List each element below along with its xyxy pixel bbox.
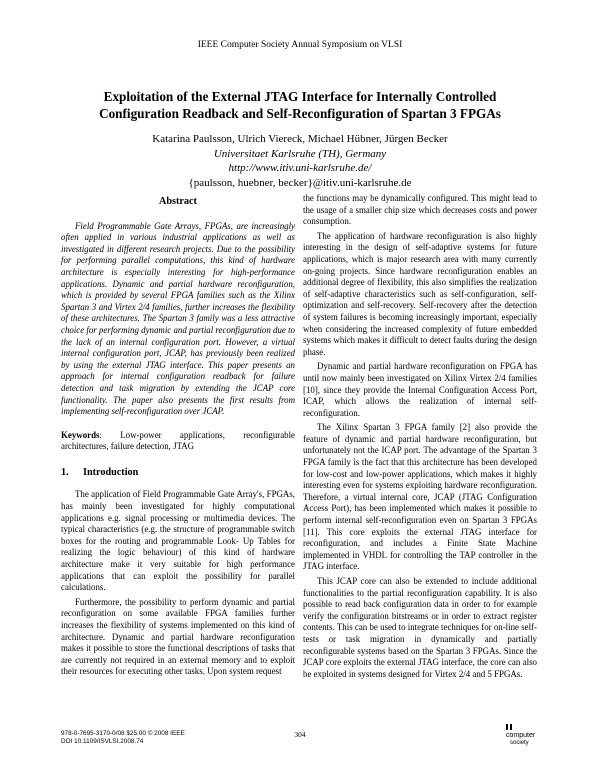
author-names: Katarina Paulsson, Ulrich Viereck, Michael Hübner, Jürgen Becker bbox=[152, 133, 448, 145]
running-header: IEEE Computer Society Annual Symposium on VLSI bbox=[197, 40, 403, 50]
author-block bbox=[60, 132, 540, 190]
keywords bbox=[61, 430, 295, 453]
right-paragraph-1: The application of hardware reconfiguration is also highly interesting in the design of self-adaptive systems for future applications, which is major research area with many currently on-going projects. Since hardware reconfiguration enables an additional degree of flexibility, this also simplifies the realization of self-adaptive characteristics such as self-configuration, self-optimization and self-recovery. Self-recovery after the detection of system failures is becoming increasingly important, especially when considering the increased complexity of future embedded systems which makes it difficult to detect faults during the design phase. bbox=[303, 230, 537, 357]
intro-paragraph-1: The application of Field Programmable Gate Array's, FPGAs, has mainly been investigated for highly computational applications e.g. signal processing or multimedia devices. The typical characteristics (e.g. the structure of programmable switch boxes for the routing and programmable Look- Up Tables for realizing the logic behaviour) of this kind of hardware architecture make it very suitable for high performance applications that can exploit the possibility for parallel calculations. bbox=[61, 489, 295, 593]
right-paragraph-4: This JCAP core can also be extended to include additional functionalities to the partial reconfiguration capability. It is also possible to read back configuration data in order to for example verify the configuration bitstreams or in order to extract register contents. This can be used to integrate techniques for on-line self-tests or task migration in dynamically and partially reconfigurable systems based on the Spartan 3 FPGAs. Since the JCAP core exploits the external JTAG interface, the core can also be exploited in systems designed for Virtex 2/4 and 5 FPGAs. bbox=[303, 576, 537, 679]
left-column bbox=[61, 196, 295, 681]
right-paragraph-3: The Xilinx Spartan 3 FPGA family [2] also provide the feature of dynamic and partial hardware reconfiguration, but unfortunately not the ICAP port. The advantage of the Spartan 3 FPGA family is the fact that this architecture has been developed for low-cost and low-power applications, which makes it highly interesting even for systems exploiting hardware reconfiguration. Therefore, a virtual internal core, JCAP (JTAG Configuration Access Port), has been implemented which makes it possible to perform internal self-reconfiguration even on Spartan 3 FPGAs [11]. This core exploits the external JTAG interface for reconfiguration, and includes a Finite State Machine implemented in VHDL for controlling the TAP controller in the JTAG interface. bbox=[303, 422, 537, 572]
keywords-text: : Low-power applications, reconfigurable architectures, failure detection, JTAG bbox=[61, 429, 295, 452]
paper-title bbox=[70, 88, 530, 122]
right-paragraph-continued: the functions may be dynamically configured. This might lead to the usage of a smaller chip size which decreases costs and power consumption. bbox=[303, 193, 537, 227]
abstract-text: Field Programmable Gate Arrays, FPGAs, are increasingly often applied in various industrial applications as well as investigated in different research projects. Due to the possibility for performing parallel computations, this kind of hardware architecture is especially interesting for high-performance applications. Dynamic and partial hardware reconfiguration, which is provided by several FPGA families such as the Xilinx Spartan 3 and Virtex 2/4 families, further increases the flexibility of these architectures. The Spartan 3 family was a less attractive choice for performing dynamic and partial reconfiguration due to the lack of an internal configuration port. However, a virtual internal configuration port, JCAP, has previously been realized by using the external JTAG interface. This paper presents an approach for internal configuration readback for failure detection and task migration by extending the JCAP core functionality. The paper also presents the first results from implementing self-reconfiguration over JCAP. bbox=[61, 220, 295, 417]
intro-paragraph-2: Furthermore, the possibility to perform dynamic and partial reconfiguration on some available FPGA families further increases the flexibility of systems implemented on this kind of architecture. Dynamic and partial hardware reconfiguration makes it possible to store the functional descriptions of tasks that are currently not required in an external memory and to exploit their resources for executing other tasks. Upon system request bbox=[61, 596, 295, 677]
footer-doi: DOI 10.1109/ISVLSI.2008.74 bbox=[61, 738, 144, 745]
author-emails: {paulsson, huebner, becker}@itiv.uni-karlsruhe.de bbox=[188, 176, 412, 189]
abstract-heading: Abstract bbox=[159, 196, 197, 207]
computer-society-logo bbox=[500, 723, 540, 747]
title-line-1: Exploitation of the External JTAG Interface for Internally Controlled bbox=[103, 89, 497, 104]
affiliation: Universitaet Karlsruhe (TH), Germany bbox=[213, 147, 387, 160]
logo-text-computer: computer bbox=[506, 732, 536, 739]
section-title: Introduction bbox=[83, 466, 139, 478]
footer-isbn: 978-0-7695-3170-0/08 $25.00 © 2008 IEEE bbox=[61, 730, 185, 737]
author-url[interactable]: http://www.itiv.uni-karlsruhe.de/ bbox=[228, 162, 372, 174]
section-number: 1. bbox=[61, 466, 69, 478]
title-line-2: Configuration Readback and Self-Reconfiguration of Spartan 3 FPGAs bbox=[99, 106, 501, 121]
logo-text-society: society bbox=[510, 740, 529, 746]
page-number: 304 bbox=[294, 730, 306, 739]
right-paragraph-2: Dynamic and partial hardware reconfiguration on FPGA has until now mainly been investigated on Xilinx Virtex 2/4 families [10], since they provide the Internal Configuration Access Port, ICAP, which allows the realization of internal self-reconfiguration. bbox=[303, 361, 537, 418]
keywords-label: Keywords bbox=[61, 429, 100, 440]
section-heading-introduction bbox=[61, 467, 295, 479]
right-column bbox=[303, 193, 537, 683]
